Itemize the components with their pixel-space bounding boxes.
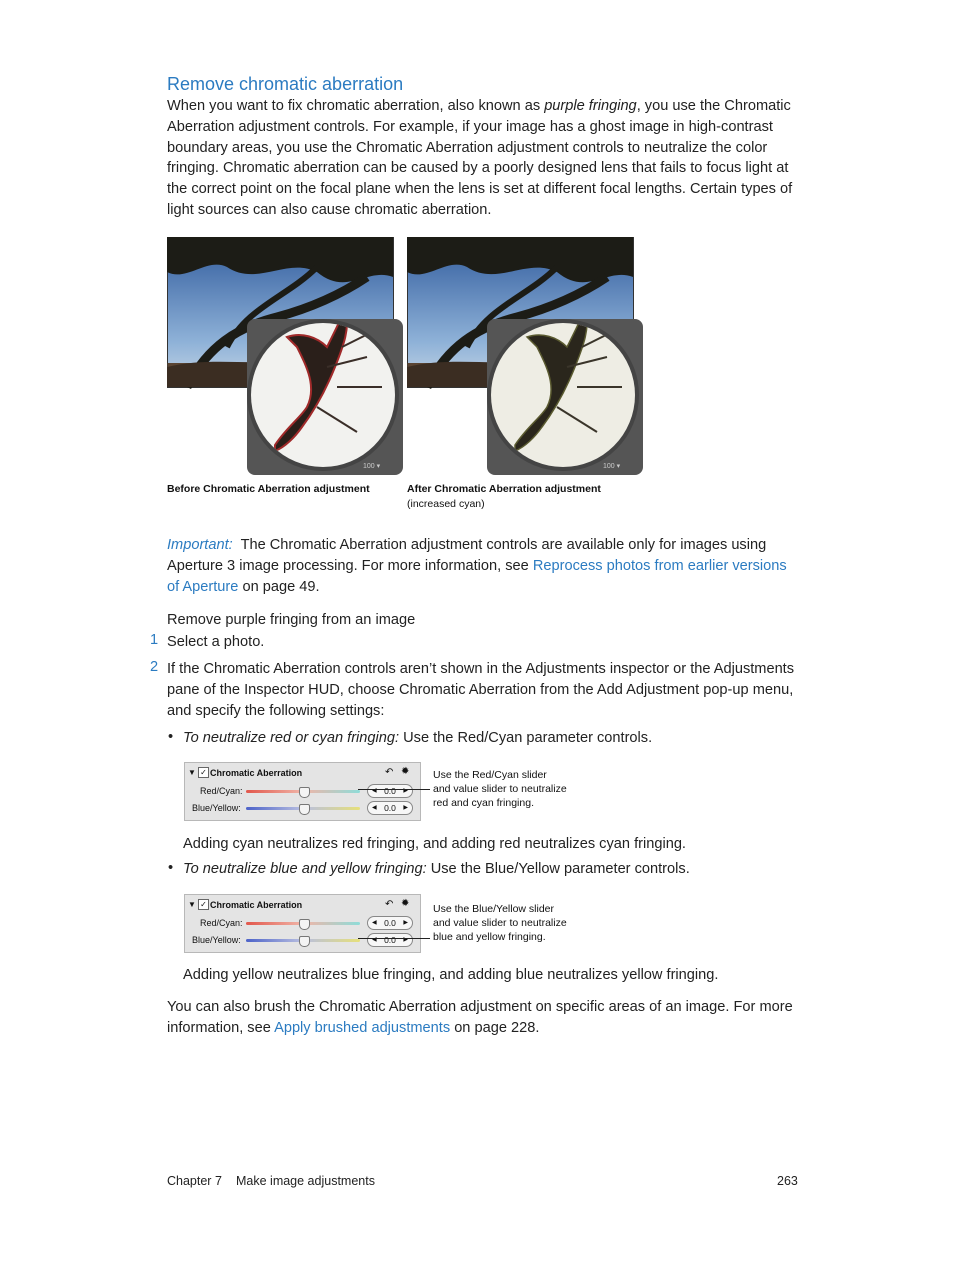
- chromatic-aberration-panel-1: [184, 762, 421, 821]
- reset-icon[interactable]: ↶: [385, 767, 394, 778]
- decrement-arrow-icon[interactable]: ◀: [372, 920, 377, 926]
- red-cyan-value-field[interactable]: [367, 784, 413, 798]
- bullet-2-text: Use the Blue/Yellow parameter controls.: [426, 861, 690, 877]
- callout-1: [433, 768, 567, 810]
- blue-yellow-slider-thumb[interactable]: [299, 936, 310, 947]
- gear-icon[interactable]: ✹: [401, 766, 410, 777]
- red-cyan-label: Red/Cyan:: [200, 918, 243, 928]
- callout-line-1: [358, 789, 430, 790]
- bullet-1-emphasis: To neutralize red or cyan fringing:: [183, 730, 400, 746]
- bullet-2-note: Adding yellow neutralizes blue fringing, and adding blue neutralizes yellow fringing.: [183, 967, 719, 983]
- callout-line-2: [358, 938, 430, 939]
- callout-1-line-2: and value slider to neutralize: [433, 783, 567, 795]
- blue-yellow-value-field[interactable]: [367, 801, 413, 815]
- red-cyan-slider-thumb[interactable]: [299, 919, 310, 930]
- intro-paragraph: [167, 96, 799, 221]
- intro-text-1: When you want to fix chromatic aberration, also known as: [167, 98, 545, 114]
- footer-chapter-title-link[interactable]: Make image adjustments: [236, 1174, 375, 1188]
- blue-yellow-label: Blue/Yellow:: [192, 803, 241, 813]
- panel-title: Chromatic Aberration: [210, 768, 303, 778]
- bullet-dot-1: •: [168, 729, 174, 745]
- after-figure: [407, 237, 643, 475]
- step-1-number: 1: [150, 632, 159, 648]
- decrement-arrow-icon[interactable]: ◀: [372, 805, 377, 811]
- bullet-1-text: Use the Red/Cyan parameter controls.: [399, 730, 653, 746]
- chromatic-aberration-panel-2: [184, 894, 421, 953]
- callout-2-line-2: and value slider to neutralize: [433, 917, 567, 929]
- enable-checkbox[interactable]: ✓: [198, 899, 209, 910]
- increment-arrow-icon[interactable]: ▶: [403, 920, 408, 926]
- step-2-number: 2: [150, 659, 159, 675]
- red-cyan-label: Red/Cyan:: [200, 786, 243, 796]
- bullet-dot-2: •: [168, 860, 174, 876]
- important-text-end: on page 49.: [238, 578, 320, 595]
- page-number: 263: [777, 1174, 798, 1188]
- red-cyan-value: 0.0: [384, 918, 396, 928]
- loupe-zoom-label: 100 ▾: [363, 463, 381, 470]
- callout-2: [433, 902, 567, 944]
- section-title: Remove chromatic aberration: [167, 74, 404, 94]
- increment-arrow-icon[interactable]: ▶: [403, 937, 408, 943]
- red-cyan-value: 0.0: [384, 786, 396, 796]
- after-subcaption: (increased cyan): [407, 498, 485, 510]
- increment-arrow-icon[interactable]: ▶: [403, 788, 408, 794]
- callout-2-line-1: Use the Blue/Yellow slider: [433, 903, 555, 915]
- callout-1-line-3: red and cyan fringing.: [433, 797, 534, 809]
- task-heading: Remove purple fringing from an image: [167, 612, 416, 628]
- before-photo: [167, 237, 403, 475]
- reprocess-photos-link[interactable]: Reprocess photos from earlier versions of Aperture: [167, 557, 787, 595]
- callout-1-line-1: Use the Red/Cyan slider: [433, 769, 547, 781]
- disclosure-triangle-icon[interactable]: ▼: [188, 768, 196, 777]
- bullet-2-emphasis: To neutralize blue and yellow fringing:: [183, 861, 427, 877]
- step-1-text: Select a photo.: [167, 634, 265, 650]
- important-label: Important:: [167, 537, 233, 553]
- enable-checkbox[interactable]: ✓: [198, 767, 209, 778]
- reset-icon[interactable]: ↶: [385, 899, 394, 910]
- increment-arrow-icon[interactable]: ▶: [403, 805, 408, 811]
- disclosure-triangle-icon[interactable]: ▼: [188, 900, 196, 909]
- loupe-zoom-label-after: 100 ▾: [603, 463, 621, 470]
- closing-paragraph: [167, 997, 799, 1039]
- after-photo: [407, 237, 643, 475]
- gear-icon[interactable]: ✹: [401, 898, 410, 909]
- important-note: [167, 535, 799, 597]
- bullet-1: [183, 728, 803, 749]
- important-text: The Chromatic Aberration adjustment controls are available only for images using Aperture 3 image processing. For more information, see: [167, 537, 767, 574]
- blue-yellow-slider-thumb[interactable]: [299, 804, 310, 815]
- decrement-arrow-icon[interactable]: ◀: [372, 937, 377, 943]
- apply-brushed-adjustments-link[interactable]: Apply brushed adjustments: [274, 1019, 451, 1036]
- red-cyan-slider-thumb[interactable]: [299, 787, 310, 798]
- before-figure: [167, 237, 403, 475]
- callout-2-line-3: blue and yellow fringing.: [433, 931, 546, 943]
- intro-text-2: , you use the Chromatic Aberration adjustment controls. For example, if your image has a ghost image in high-contrast boundary areas, you use the Chromatic Aberration adjustment controls to neutralize the color fringing. Chromatic aberration can be caused by a poorly designed lens that fails to focus light at the correct point on the focal plane when the lens is set at different focal lengths. Certain types of light sources can also cause chromatic aberration.: [167, 98, 793, 218]
- panel-title: Chromatic Aberration: [210, 900, 303, 910]
- red-cyan-value-field[interactable]: [367, 916, 413, 930]
- footer-chapter: Chapter 7: [167, 1174, 222, 1188]
- blue-yellow-value: 0.0: [384, 935, 396, 945]
- decrement-arrow-icon[interactable]: ◀: [372, 788, 377, 794]
- blue-yellow-value: 0.0: [384, 803, 396, 813]
- blue-yellow-value-field[interactable]: [367, 933, 413, 947]
- after-caption: After Chromatic Aberration adjustment (increased cyan): [407, 483, 601, 510]
- intro-emphasis: purple fringing: [544, 98, 637, 114]
- blue-yellow-label: Blue/Yellow:: [192, 935, 241, 945]
- before-caption: Before Chromatic Aberration adjustment: [167, 483, 370, 495]
- step-2-text: If the Chromatic Aberration controls aren’t shown in the Adjustments inspector or the Adjustments pane of the Inspector HUD, choose Chromatic Aberration from the Add Adjustment pop-up menu, and specify the following settings:: [167, 661, 795, 719]
- bullet-2: [183, 859, 803, 880]
- closing-text: You can also brush the Chromatic Aberration adjustment on specific areas of an image. For more information, see: [167, 999, 793, 1036]
- closing-text-end: on page 228.: [450, 1019, 540, 1036]
- bullet-1-note: Adding cyan neutralizes red fringing, and adding red neutralizes cyan fringing.: [183, 836, 686, 852]
